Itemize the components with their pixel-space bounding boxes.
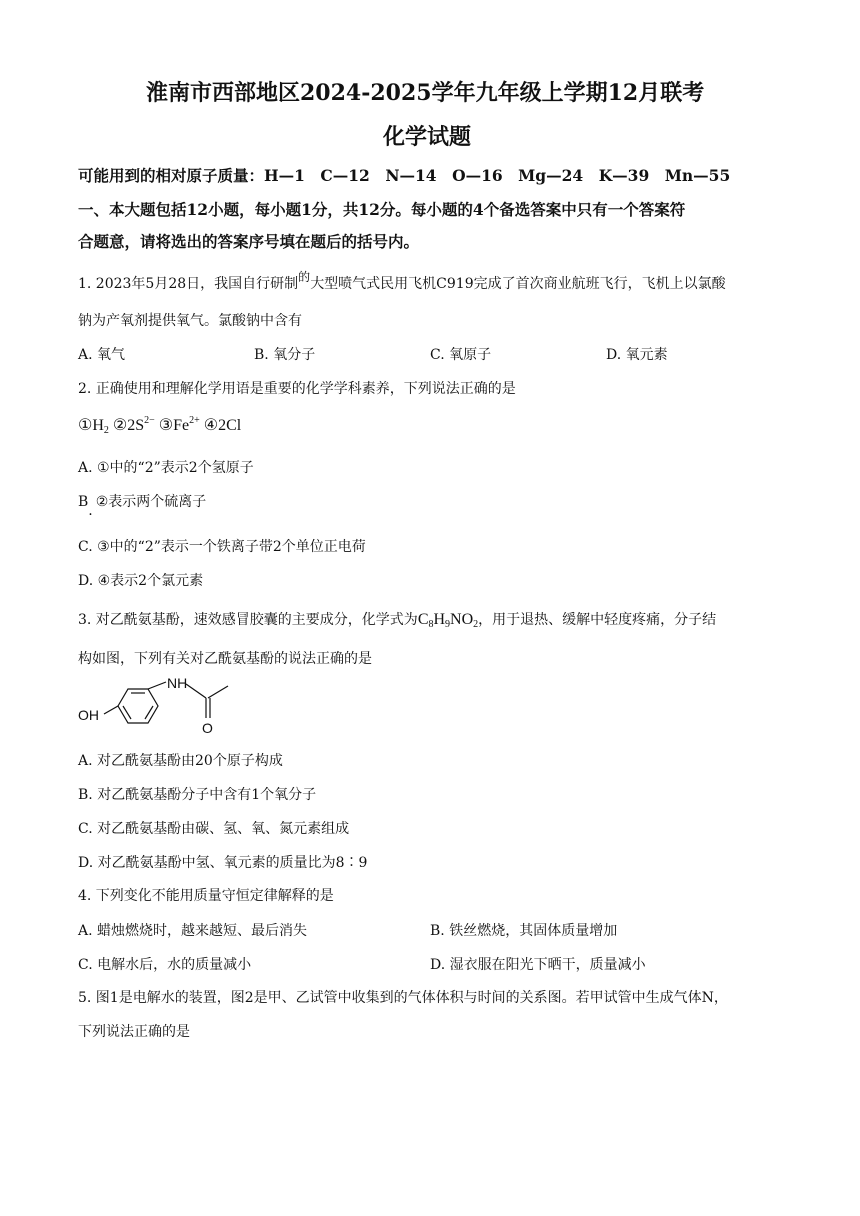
symbol-fe bbox=[173, 417, 200, 434]
q2-option-d: D. ④表示2个氯元素 bbox=[78, 573, 204, 589]
symbol-2s bbox=[127, 417, 155, 434]
symbol-num-2: ② bbox=[112, 417, 128, 434]
formula-c-sub: 8 bbox=[428, 619, 434, 630]
q4-stem: 4. 下列变化不能用质量守恒定律解释的是 bbox=[78, 888, 334, 904]
q4-option-c: C. 电解水后，水的质量减小 bbox=[78, 957, 252, 973]
atomic-masses-line: 可能用到的相对原子质量：H—1 C—12 N—14 O—16 Mg—24 K—39 Mn—55 bbox=[78, 166, 731, 185]
formula-h: H bbox=[433, 611, 446, 628]
q2-option-c: C. ③中的“2”表示一个铁离子带2个单位正电荷 bbox=[78, 539, 366, 555]
q3-line2: 构如图，下列有关对乙酰氨基酚的说法正确的是 bbox=[78, 651, 372, 667]
formula-no-sub: 2 bbox=[473, 619, 479, 630]
q1-line1-sup: 的 bbox=[298, 270, 311, 284]
q2-option-b-dot: . bbox=[88, 503, 93, 519]
q5-line1: 5. 图1是电解水的装置，图2是甲、乙试管中收集到的气体体积与时间的关系图。若甲试管中生成气体N， bbox=[78, 990, 728, 1006]
symbol-num-1: ① bbox=[78, 417, 93, 434]
q3-line1 bbox=[78, 609, 716, 630]
symbol-h: H bbox=[92, 417, 104, 434]
symbol-2cl: 2Cl bbox=[218, 417, 242, 434]
symbol-fe-sup: 2+ bbox=[189, 415, 200, 426]
q2-option-a: A. ①中的“2”表示2个氢原子 bbox=[78, 460, 254, 476]
q1-line2: 钠为产氧剂提供氧气。氯酸钠中含有 bbox=[78, 313, 302, 329]
formula-h-sub: 9 bbox=[445, 619, 451, 630]
q5-line2: 下列说法正确的是 bbox=[78, 1024, 190, 1040]
q1-option-b: B. 氧分子 bbox=[254, 347, 316, 363]
q3-formula bbox=[418, 611, 478, 628]
symbol-fe-text: Fe bbox=[173, 417, 190, 434]
symbol-h-sub: 2 bbox=[103, 425, 109, 436]
methyl-bond bbox=[208, 686, 228, 698]
label-o: O bbox=[202, 720, 213, 736]
acetaminophen-structure bbox=[78, 674, 238, 738]
q1-line1 bbox=[78, 270, 726, 293]
page-title: 淮南市西部地区2024-2025学年九年级上学期12月联考 bbox=[146, 80, 705, 106]
q2-option-b-letter: B bbox=[78, 494, 89, 510]
q3-line1-b: ，用于退热、缓解中轻度疼痛，分子结 bbox=[478, 612, 717, 628]
oh-bond bbox=[104, 706, 118, 714]
q3-option-c: C. 对乙酰氨基酚由碳、氢、氧、氮元素组成 bbox=[78, 821, 350, 837]
section1-line2: 合题意，请将选出的答案序号填在题后的括号内。 bbox=[78, 232, 420, 251]
q2-symbols bbox=[78, 415, 241, 436]
q2-option-b bbox=[78, 491, 207, 519]
n-carbonyl-bond bbox=[186, 684, 206, 698]
q2-option-b-text: ②表示两个硫离子 bbox=[95, 494, 207, 510]
q3-option-b: B. 对乙酰氨基酚分子中含有1个氧分子 bbox=[78, 787, 317, 803]
q1-option-a: A. 氧气 bbox=[78, 347, 126, 363]
benzene-ring bbox=[118, 689, 158, 723]
q3-line1-a: 3. 对乙酰氨基酚，速效感冒胶囊的主要成分，化学式为 bbox=[78, 612, 418, 628]
formula-no: NO bbox=[450, 611, 474, 628]
section1-line1: 一、本大题包括12小题，每小题1分，共12分。每小题的4个备选答案中只有一个答案符 bbox=[78, 200, 686, 219]
q1-option-d: D. 氧元素 bbox=[606, 347, 668, 363]
q3-option-d: D. 对乙酰氨基酚中氢、氧元素的质量比为8∶9 bbox=[78, 855, 368, 871]
symbol-h2 bbox=[92, 417, 109, 434]
q4-option-b: B. 铁丝燃烧，其固体质量增加 bbox=[430, 923, 618, 939]
formula-c: C bbox=[417, 611, 429, 628]
label-nh: NH bbox=[167, 675, 188, 691]
q4-option-d: D. 湿衣服在阳光下晒干，质量减小 bbox=[430, 957, 646, 973]
label-oh: OH bbox=[78, 707, 99, 723]
symbol-num-3: ③ bbox=[158, 417, 174, 434]
symbol-num-4: ④ bbox=[203, 417, 219, 434]
q3-option-a: A. 对乙酰氨基酚由20个原子构成 bbox=[78, 753, 283, 769]
q1-line1-b: 大型喷气式民用飞机C919完成了首次商业航班飞行，飞机上以氯酸 bbox=[310, 276, 726, 292]
q2-stem: 2. 正确使用和理解化学用语是重要的化学学科素养，下列说法正确的是 bbox=[78, 381, 516, 397]
page-subtitle: 化学试题 bbox=[383, 124, 472, 150]
ring-n-bond bbox=[148, 682, 166, 689]
symbol-s: 2S bbox=[127, 417, 145, 434]
q1-option-c: C. 氧原子 bbox=[430, 347, 492, 363]
symbol-s-sup: 2− bbox=[144, 415, 155, 426]
q4-option-a: A. 蜡烛燃烧时，越来越短、最后消失 bbox=[78, 923, 308, 939]
q1-line1-a: 1. 2023年5月28日，我国自行研制 bbox=[78, 276, 299, 292]
